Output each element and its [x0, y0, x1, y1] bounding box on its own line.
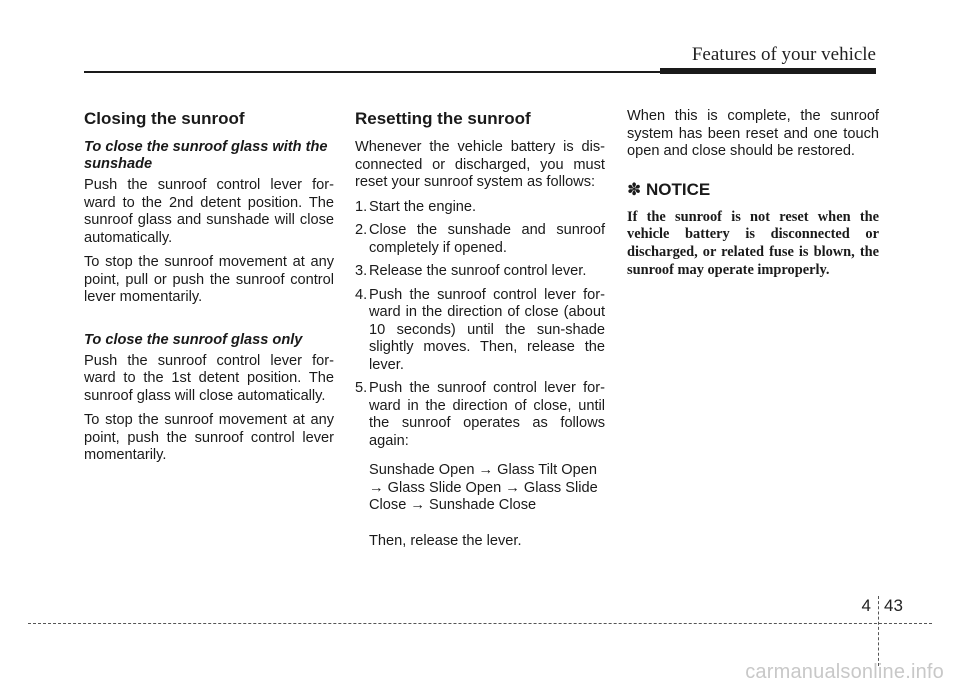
- column-closing-sunroof: [84, 108, 334, 472]
- reset-steps-list: [355, 199, 605, 451]
- column-resetting-sunroof: [355, 108, 605, 550]
- chapter-number: 4: [861, 596, 871, 615]
- step-text: Push the sunroof control lever for-ward in the direction of close (about 10 seconds) until the sun-shade slightly moves. Then, release the lever.: [369, 286, 605, 373]
- paragraph: To stop the sunroof movement at any point, push the sunroof control lever momentarily.: [84, 412, 334, 463]
- step-text: Start the engine.: [369, 198, 477, 215]
- step-number: 1.: [355, 198, 368, 215]
- list-item: [355, 263, 605, 281]
- column-reset-complete: [627, 108, 879, 280]
- paragraph: Push the sunroof control lever for-ward to the 1st detent position. The sunroof glass will close automatically.: [84, 352, 334, 404]
- paragraph-intro: Whenever the vehicle battery is dis-connected or discharged, you must reset your sunroof system as follows:: [355, 139, 605, 190]
- operation-sequence: Sunshade Open → Glass Tilt Open → Glass Slide Open → Glass Slide Close → Sunshade Close: [369, 462, 598, 513]
- step-text: Release the sunroof control lever.: [369, 263, 587, 279]
- paragraph: Push the sunroof control lever for-ward to the 2nd detent position. The sunroof glass and sunshade will close automatically.: [84, 177, 334, 246]
- footer-divider: [878, 596, 879, 666]
- notice-body: If the sunroof is not reset when the vehicle battery is disconnected or discharged, or related fuse is blown, the sunroof may operate improperly.: [627, 208, 879, 278]
- subheading-glass-only: To close the sunroof glass only: [84, 331, 303, 348]
- list-item: [355, 199, 605, 217]
- step-number: 5.: [355, 380, 368, 396]
- footer-rule: [28, 623, 932, 624]
- section-heading-resetting: Resetting the sunroof: [355, 109, 531, 128]
- paragraph: To stop the sunroof movement at any point, pull or push the sunroof control lever momentarily.: [84, 254, 334, 305]
- page-header-title: Features of your vehicle: [691, 44, 876, 65]
- section-heading-closing: Closing the sunroof: [84, 109, 245, 128]
- step-number: 4.: [355, 286, 368, 303]
- step-text: Close the sunshade and sunroof completely if opened.: [369, 222, 605, 256]
- watermark: carmanualsonline.info: [745, 661, 944, 683]
- notice-heading: ✽ NOTICE: [627, 179, 711, 199]
- page-number: 43: [884, 596, 903, 615]
- list-item: [355, 222, 605, 257]
- step-text: Push the sunroof control lever for-ward in the direction of close, until the sunroof operates as follows again:: [369, 380, 605, 449]
- list-item: [355, 380, 605, 450]
- paragraph: When this is complete, the sunroof system has been reset and one touch open and close should be restored.: [627, 108, 879, 159]
- header-rule-accent: [660, 68, 876, 74]
- subheading-glass-with-sunshade: To close the sunroof glass with the sunshade: [84, 139, 328, 172]
- list-item: [355, 287, 605, 375]
- step-number: 3.: [355, 263, 368, 279]
- step-number: 2.: [355, 222, 368, 238]
- release-instruction: Then, release the lever.: [369, 532, 522, 549]
- spacer: [84, 314, 334, 332]
